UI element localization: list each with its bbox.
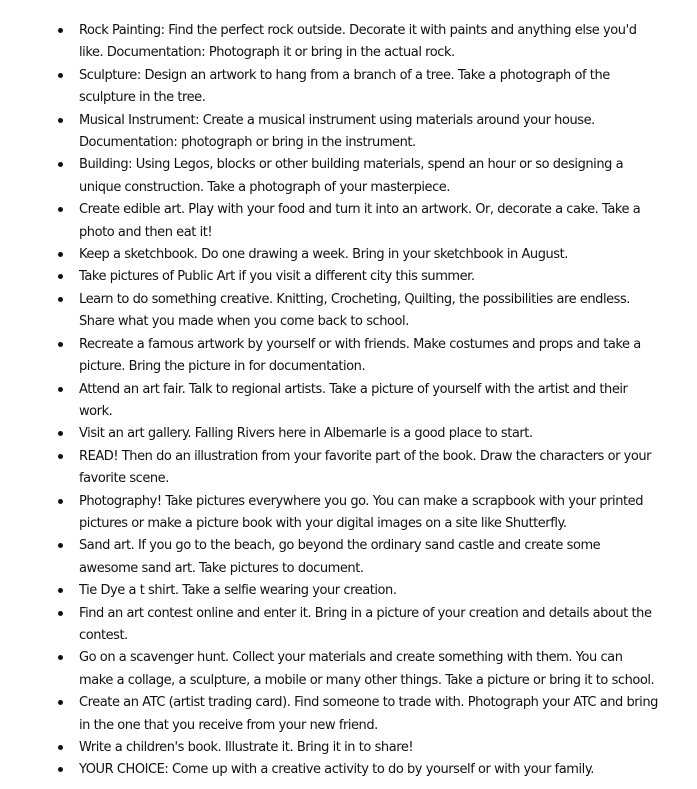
list-item-text: Write a children's book. Illustrate it. Bring it in to share! (79, 740, 414, 755)
list-item (55, 110, 660, 155)
list-item (55, 737, 660, 759)
list-item-text: YOUR CHOICE: Come up with a creative activity to do by yourself or with your family. (79, 762, 594, 778)
bullet-icon (58, 297, 63, 302)
bullet-icon (58, 767, 63, 772)
list-item-text: Sand art. If you go to the beach, go beyond the ordinary sand castle and create some awesome sand art. Take pictures to document. (79, 538, 601, 576)
bullet-icon (58, 342, 63, 347)
list-item (55, 692, 660, 737)
list-item (55, 289, 660, 334)
list-item-text: READ! Then do an illustration from your favorite part of the book. Draw the characters or your favorite scene. (79, 448, 652, 487)
list-item-text: Learn to do something creative. Knitting, Crocheting, Quilting, the possibilities are endless. Share what you made when you come back to school. (79, 291, 630, 330)
list-item (55, 199, 660, 244)
list-item-text: Sculpture: Design an artwork to hang from a branch of a tree. Take a photograph of the sculpture in the tree. (79, 67, 610, 106)
list-item-text: Attend an art fair. Talk to regional artists. Take a picture of yourself with the artist and their work. (79, 381, 628, 419)
bullet-icon (58, 274, 63, 279)
bullet-icon (58, 118, 63, 123)
list-item-text: Create an ATC (artist trading card). Find someone to trade with. Photograph your ATC and bring in the one that you receive from your new friend. (79, 695, 658, 733)
list-item-text: Building: Using Legos, blocks or other building materials, spend an hour or so designing a unique construction. Take a photograph of your masterpiece. (79, 157, 624, 195)
list-item-text: Rock Painting: Find the perfect rock outside. Decorate it with paints and anything else you'd like. Documentation: Photograph it or bring in the actual rock. (79, 23, 637, 61)
bullet-icon (58, 252, 63, 257)
bullet-icon (58, 700, 63, 705)
list-item (55, 379, 660, 424)
list-item-text: Recreate a famous artwork by yourself or with friends. Make costumes and props and take a picture. Bring the picture in for documentation. (79, 336, 641, 375)
activity-list (55, 20, 660, 782)
list-item-text: Musical Instrument: Create a musical instrument using materials around your house. Documentation: photograph or bring in the instrument. (79, 112, 595, 151)
list-item-text: Photography! Take pictures everywhere you go. You can make a scrapbook with your printed pictures or make a picture book with your digital images on a site like Shutterfly. (79, 493, 644, 531)
bullet-icon (58, 611, 63, 616)
list-item-text: Visit an art gallery. Falling Rivers here in Albemarle is a good place to start. (79, 426, 533, 442)
bullet-icon (58, 387, 63, 392)
bullet-icon (58, 745, 63, 750)
list-item (55, 759, 660, 781)
list-item (55, 491, 660, 536)
list-item (55, 154, 660, 199)
list-item-text: Find an art contest online and enter it. Bring in a picture of your creation and details about the contest. (79, 605, 652, 643)
list-item-text: Create edible art. Play with your food and turn it into an artwork. Or, decorate a cake. Take a photo and then eat it! (79, 202, 641, 240)
list-item-text: Tie Dye a t shirt. Take a selfie wearing your creation. (79, 583, 397, 599)
list-item (55, 65, 660, 110)
bullet-icon (58, 655, 63, 660)
bullet-icon (58, 499, 63, 504)
bullet-icon (58, 73, 63, 78)
list-item (55, 580, 660, 602)
list-item (55, 266, 660, 288)
bullet-icon (58, 543, 63, 548)
list-item (55, 20, 660, 65)
bullet-icon (58, 454, 63, 459)
bullet-icon (58, 28, 63, 33)
list-item (55, 603, 660, 648)
list-item (55, 446, 660, 491)
list-item-text: Take pictures of Public Art if you visit a different city this summer. (79, 269, 475, 285)
bullet-icon (58, 162, 63, 167)
bullet-icon (58, 207, 63, 212)
list-item (55, 423, 660, 445)
list-item (55, 647, 660, 692)
bullet-icon (58, 431, 63, 436)
list-item (55, 535, 660, 580)
list-item (55, 244, 660, 266)
list-item-text: Go on a scavenger hunt. Collect your materials and create something with them. You can make a collage, a sculpture, a mobile or many other things. Take a picture or bring it to school. (79, 650, 655, 688)
bullet-icon (58, 588, 63, 593)
list-item-text: Keep a sketchbook. Do one drawing a week. Bring in your sketchbook in August. (79, 247, 568, 263)
list-item (55, 334, 660, 379)
